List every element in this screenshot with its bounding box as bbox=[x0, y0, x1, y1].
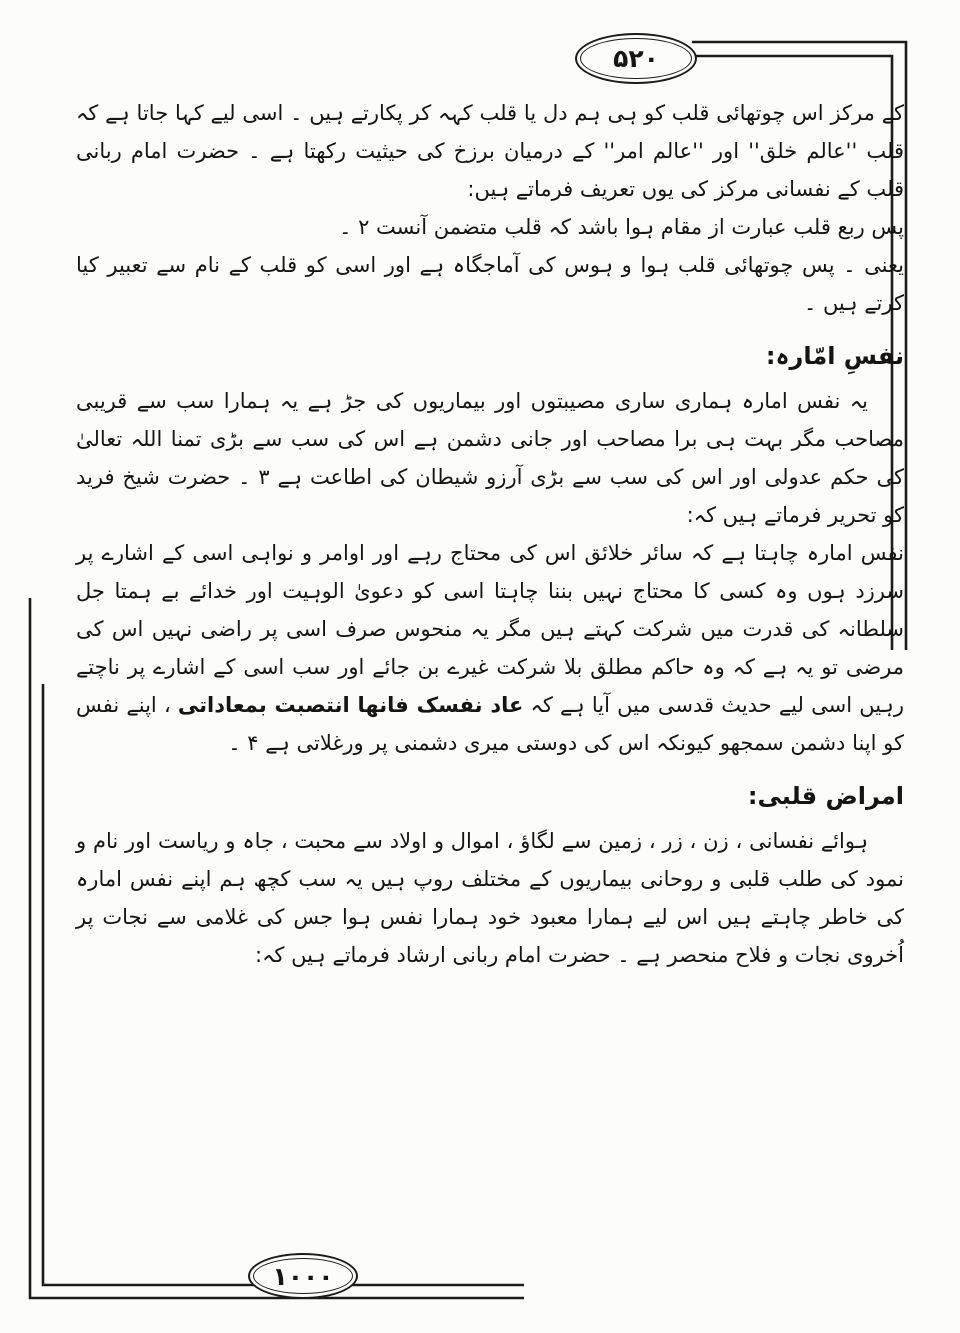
paragraph-nafs-ammara: یہ نفس امارہ ہماری ساری مصیبتوں اور بیماریوں کی جڑ ہے یہ ہمارا سب سے قریبی مصاحب مگر بہت ہی برا مصاحب اور جانی دشمن ہے اس کی سب سے بڑی تمنا اللہ تعالیٰ کی حکم عدولی اور اس کی سب سے بڑی آرزو شیطان کی اطاعت ہے ۳ ۔ حضرت شیخ فرید کو تحریر فرماتے ہیں کہ: bbox=[76, 389, 904, 527]
paragraph-amraz-qalbi: ہوائے نفسانی ، زن ، زر ، زمین سے لگاؤ ، اموال و اولاد سے محبت ، جاہ و ریاست اور نام و نمود کی طلب قلبی و روحانی بیماریوں کے مختلف روپ ہیں یہ سب کچھ ہم اپنے نفس امارہ کی خاطر چاہتے ہیں اس لیے ہمارا معبود خود ہمارا نفس ہوا جس کی غلامی سے نجات پر اُخروی نجات و فلاح منحصر ہے ۔ حضرت امام ربانی ارشاد فرماتے ہیں کہ: bbox=[76, 829, 904, 967]
quote-text-after: ، اپنے نفس کو اپنا دشمن سمجھو کیونکہ اس کی دوستی میری دشمنی پر ورغلاتی ہے ۴ ۔ bbox=[76, 693, 904, 755]
translation-paragraph: یعنی ۔ پس چوتھائی قلب ہوا و ہوس کی آماجگاہ ہے اور اسی کو قلب کے نام سے تعبیر کیا کرتے ہیں ۔ bbox=[76, 253, 904, 315]
page-number-badge-bottom-ring bbox=[253, 1258, 353, 1294]
page-number-badge-bottom bbox=[248, 1253, 358, 1299]
paragraph-intro: کے مرکز اس چوتھائی قلب کو ہی ہم دل یا قلب کہہ کر پکارتے ہیں ۔ اسی لیے کہا جاتا ہے کہ قلب ''عالم خلق'' اور ''عالم امر'' کے درمیان برزخ کی حیثیت رکھتا ہے ۔ حضرت امام ربانی قلب کے نفسانی مرکز کی یوں تعریف فرماتے ہیں: bbox=[76, 101, 904, 201]
page-number-badge-top bbox=[575, 33, 697, 84]
heading-nafs-ammara: نفسِ امّارہ: bbox=[765, 342, 904, 370]
persian-quote: پس ربع قلب عبارت از مقام ہوا باشد کہ قلب متضمن آنست ۲ ۔ bbox=[339, 215, 904, 239]
quote-shaikh-farid bbox=[76, 534, 904, 762]
page-number-bottom: ۱۰۰۰ bbox=[272, 1261, 334, 1291]
quote-text-before: نفس امارہ چاہتا ہے کہ سائر خلائق اس کی محتاج رہے اور اوامر و نواہی اسی کے اشارے پر سرزد ہوں وہ کسی کا محتاج نہیں بننا چاہتا اسی کو دعویٰ الوہیت اور خدائے بے ہمتا جل سلطانہ کی قدرت میں شرکت کہتے ہیں مگر یہ منحوس صرف اسی پر راضی نہیں اس کی مرضی تو یہ ہے کہ وہ حاکم مطلق بلا شرکت غیرے بن جائے اور سب اسی کے اشارے پر ناچتے رہیں اسی لیے حدیث قدسی میں آیا ہے کہ bbox=[76, 541, 904, 717]
hadith-qudsi-bold-text: عاد نفسک فانھا انتصبت بمعاداتی bbox=[177, 693, 524, 717]
page-number-top: ۵۲۰ bbox=[613, 44, 659, 73]
page-text bbox=[76, 94, 904, 974]
page-number-badge-top-ring bbox=[580, 38, 692, 79]
heading-amraz-qalbi: امراض قلبی: bbox=[747, 782, 904, 810]
